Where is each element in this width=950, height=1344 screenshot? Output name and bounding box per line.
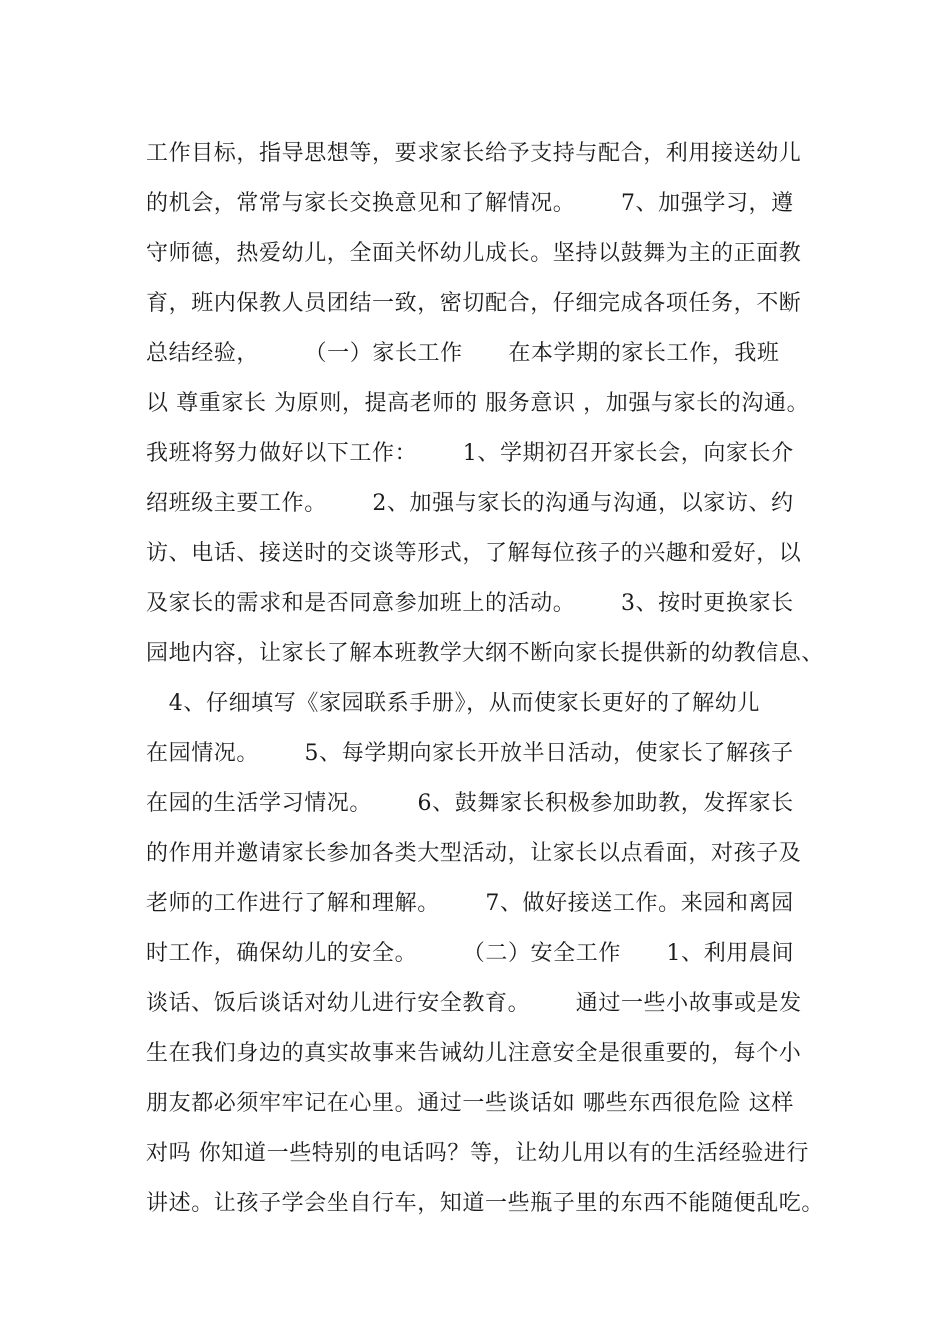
- text-line-5: 总结经验， （一）家长工作 在本学期的家长工作，我班: [146, 341, 780, 366]
- text-line-13: 在园情况。 5、每学期向家长开放半日活动，使家长了解孩子: [146, 741, 794, 766]
- text-line-8: 绍班级主要工作。 2、加强与家长的沟通与沟通，以家访、约: [146, 491, 794, 516]
- text-line-16: 老师的工作进行了解和理解。 7、做好接送工作。来园和离园: [146, 891, 794, 916]
- text-line-12: 4、仔细填写《家园联系手册》，从而使家长更好的了解幼儿: [146, 691, 760, 716]
- text-line-9: 访、电话、接送时的交谈等形式，了解每位孩子的兴趣和爱好，以: [146, 541, 802, 566]
- text-line-3: 守师德，热爱幼儿，全面关怀幼儿成长。坚持以鼓舞为主的正面教: [146, 241, 802, 266]
- text-line-11: 园地内容，让家长了解本班教学大纲不断向家长提供新的幼教信息、: [146, 641, 825, 666]
- text-line-22: 讲述。让孩子学会坐自行车，知道一些瓶子里的东西不能随便乱吃。: [146, 1191, 825, 1216]
- text-line-18: 谈话、饭后谈话对幼儿进行安全教育。 通过一些小故事或是发: [146, 991, 802, 1016]
- text-line-21: 对吗 你知道一些特别的电话吗？等，让幼儿用以有的生活经验进行: [146, 1141, 809, 1166]
- text-line-15: 的作用并邀请家长参加各类大型活动，让家长以点看面，对孩子及: [146, 841, 802, 866]
- text-line-20: 朋友都必须牢牢记在心里。通过一些谈话如 哪些东西很危险 这样: [146, 1091, 794, 1116]
- document-body: [146, 134, 836, 1234]
- text-line-4: 育，班内保教人员团结一致，密切配合，仔细完成各项任务，不断: [146, 291, 802, 316]
- text-line-10: 及家长的需求和是否同意参加班上的活动。 3、按时更换家长: [146, 591, 794, 616]
- text-line-7: 我班将努力做好以下工作： 1、学期初召开家长会，向家长介: [146, 441, 794, 466]
- text-line-2: 的机会，常常与家长交换意见和了解情况。 7、加强学习，遵: [146, 191, 794, 216]
- text-line-1: 工作目标，指导思想等，要求家长给予支持与配合，利用接送幼儿: [146, 141, 802, 166]
- text-line-14: 在园的生活学习情况。 6、鼓舞家长积极参加助教，发挥家长: [146, 791, 794, 816]
- text-line-6: 以 尊重家长 为原则，提高老师的 服务意识 ，加强与家长的沟通。: [146, 391, 810, 416]
- text-line-19: 生在我们身边的真实故事来告诫幼儿注意安全是很重要的，每个小: [146, 1041, 802, 1066]
- text-line-17: 时工作，确保幼儿的安全。 （二）安全工作 1、利用晨间: [146, 941, 795, 966]
